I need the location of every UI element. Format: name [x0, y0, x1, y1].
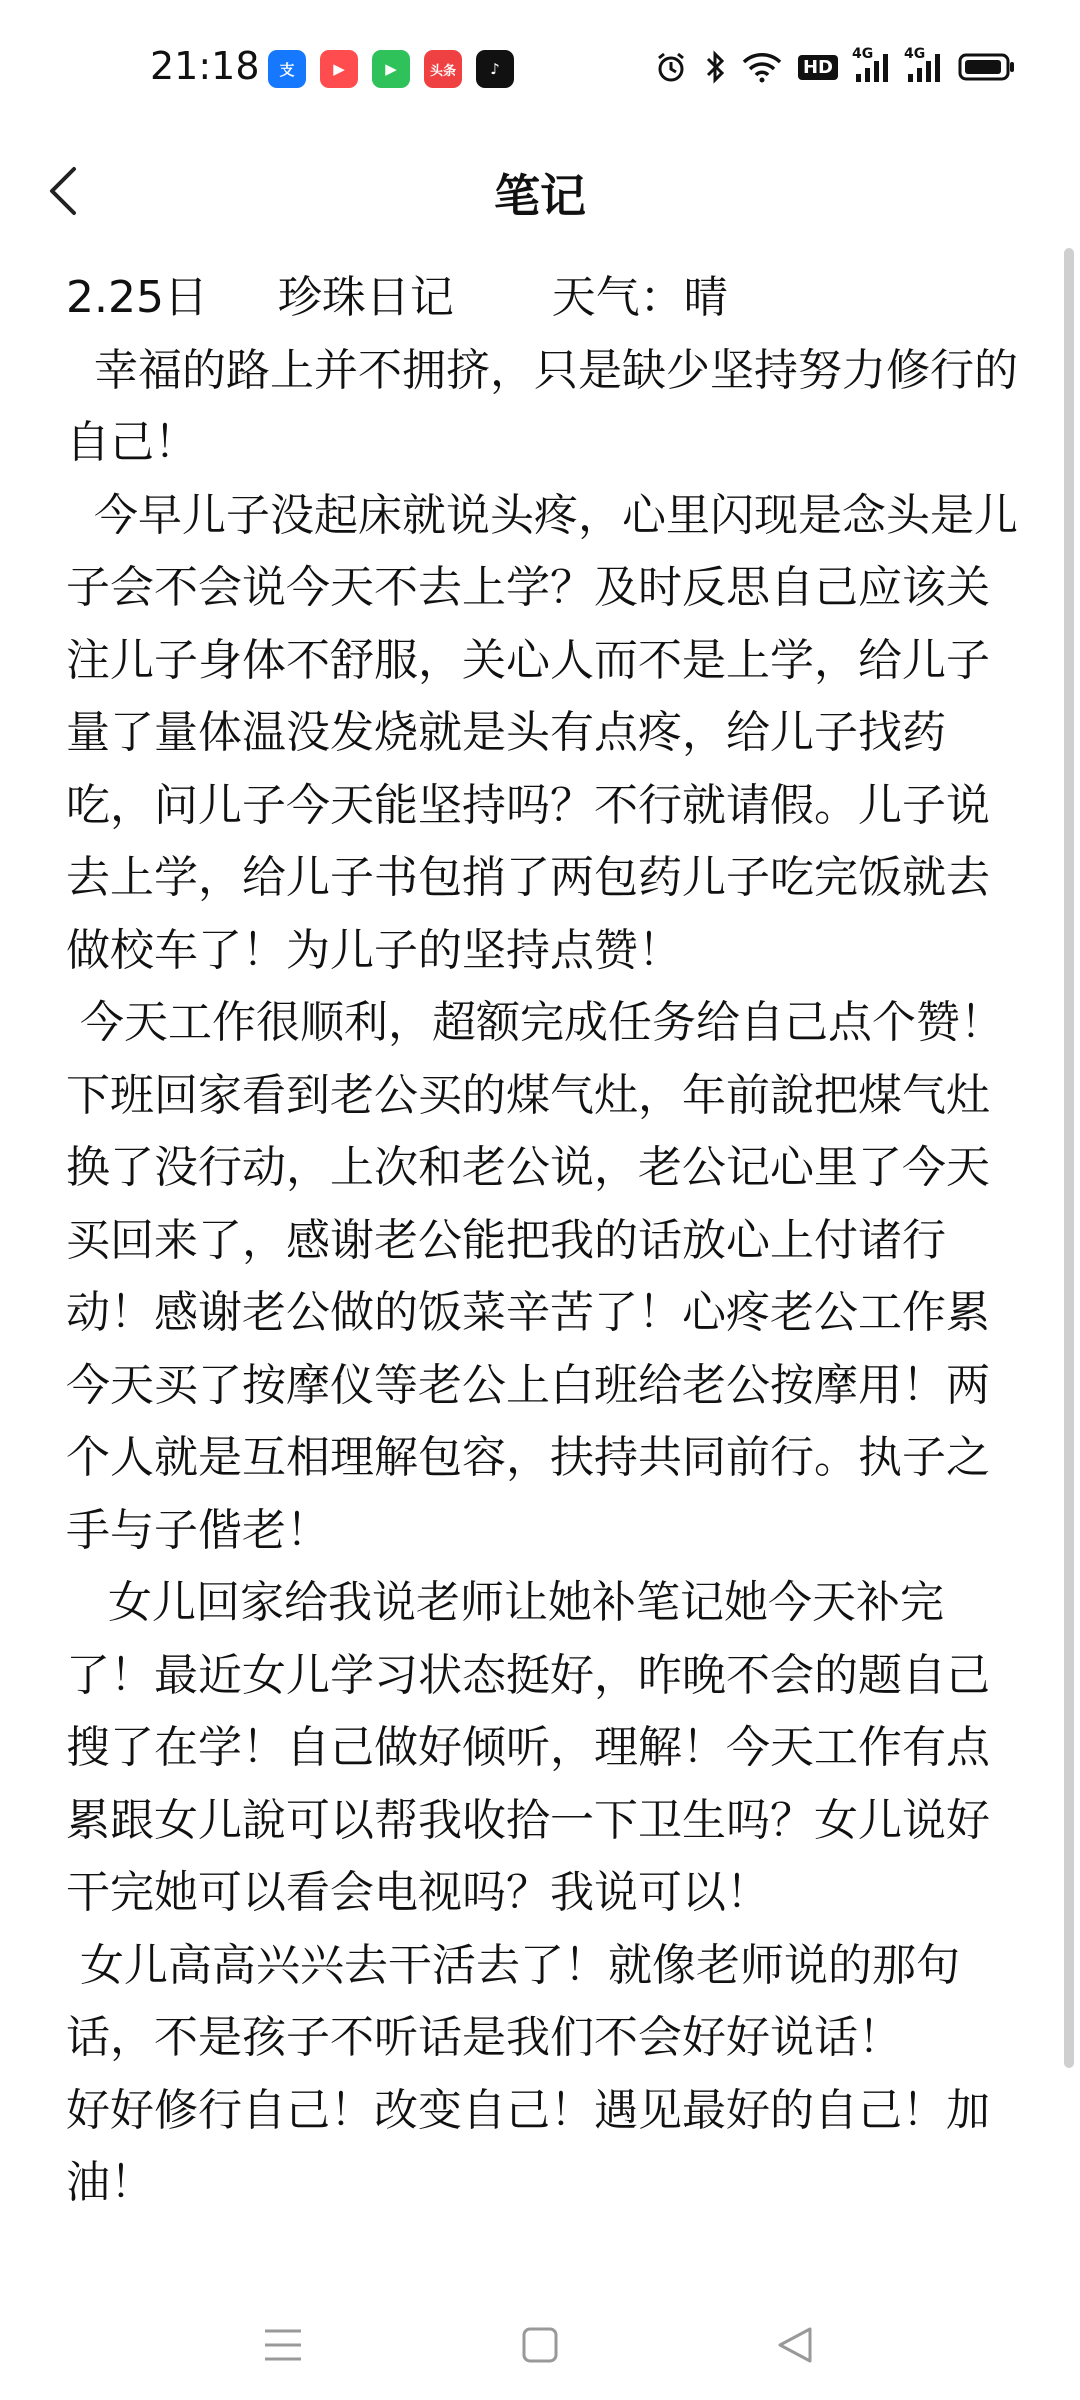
battery-icon [958, 52, 1016, 82]
signal-icon [904, 46, 942, 82]
app-header [0, 140, 1080, 240]
navigation-bar [0, 2290, 1080, 2400]
page-title: 笔记 [494, 169, 586, 223]
wifi-icon [742, 51, 782, 83]
tiktok-icon: ♪ [476, 50, 514, 88]
note-paragraph: 今早儿子没起床就说头疼，心里闪现是念头是儿子会不会说今天不去上学？及时反思自己应该关注儿子身体不舒服，关心人而不是上学，给儿子量了量体温没发烧就是头有点疼，给儿子找药吃，问儿子今天能坚持吗？不行就请假。儿子说去上学，给儿子书包捎了两包药儿子吃完饭就去做校车了！为儿子的坚持点赞！ [66, 489, 1018, 976]
alarm-icon [654, 50, 688, 84]
iqiyi-icon: ▶ [372, 50, 410, 88]
toutiao-icon: 头条 [424, 50, 462, 88]
menu-icon [263, 2327, 303, 2363]
note-paragraph: 女儿高高兴兴去干活去了！就像老师说的那句话，不是孩子不听话是我们不会好好说话！ [66, 1939, 960, 2063]
signal-icon [852, 46, 890, 82]
signal-label: 4G [904, 46, 926, 62]
note-paragraph: 幸福的路上并不拥挤，只是缺少坚持努力修行的自己！ [66, 344, 1018, 468]
home-button[interactable] [505, 2310, 575, 2380]
note-paragraph: 好好修行自己！改变自己！遇见最好的自己！加油！ [66, 2084, 990, 2208]
menu-button[interactable] [248, 2310, 318, 2380]
back-nav-button[interactable] [760, 2310, 830, 2380]
scrollbar[interactable] [1064, 248, 1074, 2068]
bluetooth-icon [704, 50, 726, 84]
notification-app-icons [268, 50, 514, 88]
signal-label: 4G [852, 46, 874, 62]
note-date-line: 2.25日 珍珠日记 天气：晴 [66, 272, 728, 323]
video-app-icon: ▶ [320, 50, 358, 88]
triangle-back-icon [776, 2325, 814, 2365]
alipay-icon: 支 [268, 50, 306, 88]
note-content[interactable] [66, 262, 1026, 2220]
system-icons [654, 46, 1016, 84]
note-paragraph: 女儿回家给我说老师让她补笔记她今天补完了！最近女儿学习状态挺好，昨晚不会的题自己搜了在学！自己做好倾听，理解！今天工作有点累跟女儿說可以帮我收拾一下卫生吗？女儿说好干完她可以看会电视吗？我说可以！ [66, 1577, 990, 1918]
home-square-icon [521, 2326, 559, 2364]
hd-icon: HD [798, 55, 838, 80]
note-paragraph: 今天工作很顺利，超额完成任务给自己点个赞！下班回家看到老公买的煤气灶，年前說把煤气灶换了没行动，上次和老公说，老公记心里了今天买回来了，感谢老公能把我的话放心上付诸行动！感谢老公做的饭菜辛苦了！心疼老公工作累今天买了按摩仪等老公上白班给老公按摩用！两个人就是互相理解包容，扶持共同前行。执子之手与子偕老！ [66, 997, 1004, 1556]
status-bar [0, 0, 1080, 140]
status-time: 21:18 [150, 44, 260, 88]
